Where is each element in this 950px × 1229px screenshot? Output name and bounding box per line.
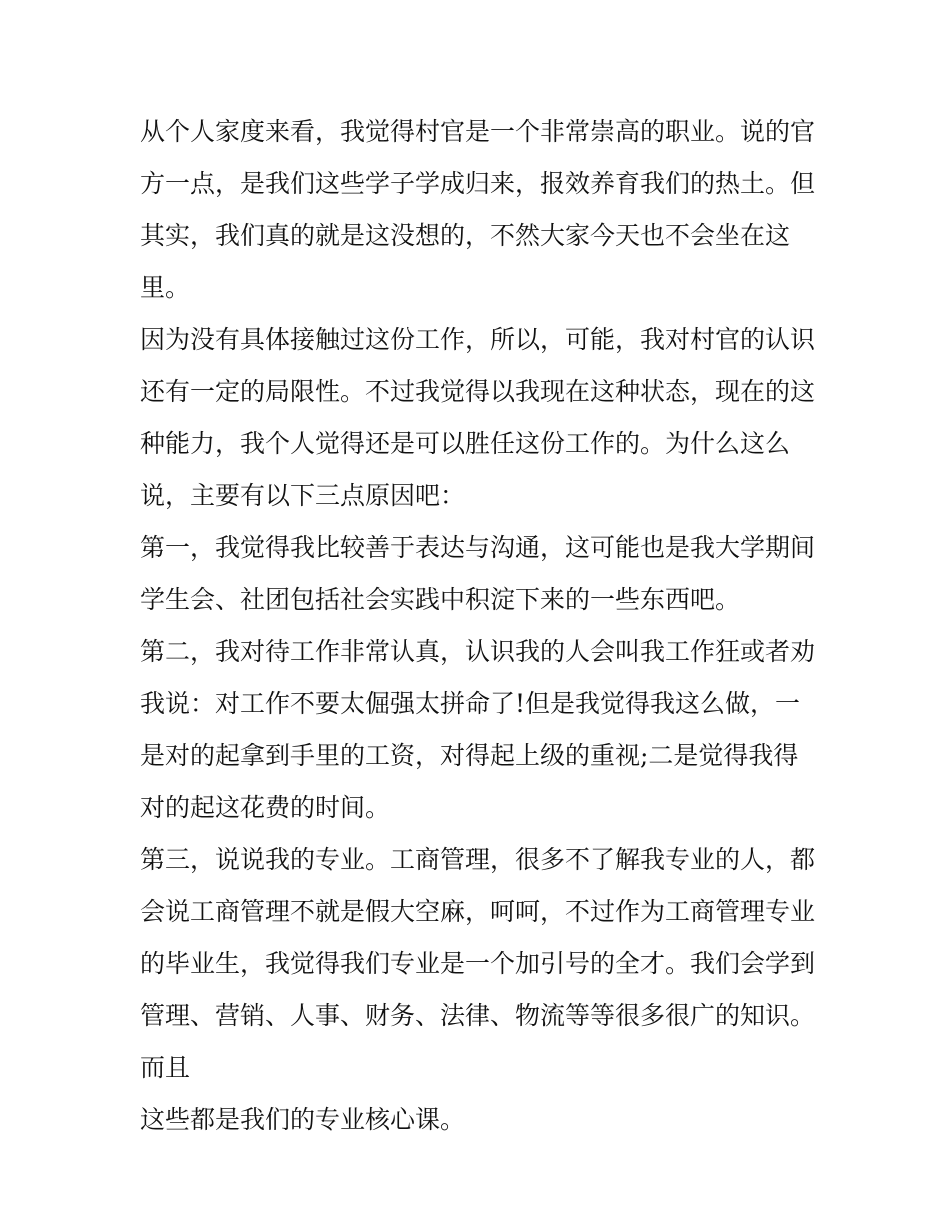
document-body xyxy=(140,106,820,1146)
text-line: 我说：对工作不要太倔强太拼命了!但是我觉得我这么做，一 xyxy=(140,689,801,718)
text-line: 方一点，是我们这些学子学成归来，报效养育我们的热土。但 xyxy=(140,169,816,198)
text-line: 第三，说说我的专业。工商管理，很多不了解我专业的人，都 xyxy=(140,845,816,874)
text-line: 第二，我对待工作非常认真，认识我的人会叫我工作狂或者劝 xyxy=(140,637,816,666)
text-line: 第一，我觉得我比较善于表达与沟通，这可能也是我大学期间 xyxy=(140,533,816,562)
text-line: 的毕业生，我觉得我们专业是一个加引号的全才。我们会学到 xyxy=(140,949,816,978)
text-line: 还有一定的局限性。不过我觉得以我现在这种状态，现在的这 xyxy=(140,377,816,406)
text-line: 其实，我们真的就是这没想的，不然大家今天也不会坐在这 xyxy=(140,221,791,250)
text-line: 管理、营销、人事、财务、法律、物流等等很多很广的知识。 xyxy=(140,1001,816,1030)
text-line: 从个人家度来看，我觉得村官是一个非常崇高的职业。说的官 xyxy=(140,117,816,146)
text-line: 种能力，我个人觉得还是可以胜任这份工作的。为什么这么 xyxy=(140,429,791,458)
text-line: 学生会、社团包括社会实践中积淀下来的一些东西吧。 xyxy=(140,585,741,614)
text-line: 会说工商管理不就是假大空麻，呵呵，不过作为工商管理专业 xyxy=(140,897,816,926)
text-line: 里。 xyxy=(140,273,191,302)
text-line: 对的起这花费的时间。 xyxy=(140,793,391,822)
text-line: 因为没有具体接触过这份工作，所以，可能，我对村官的认识 xyxy=(140,325,816,354)
text-line: 说，主要有以下三点原因吧： xyxy=(140,481,466,510)
text-line: 而且 xyxy=(140,1053,191,1082)
text-line: 这些都是我们的专业核心课。 xyxy=(140,1105,466,1134)
text-line: 是对的起拿到手里的工资，对得起上级的重视;二是觉得我得 xyxy=(140,741,799,770)
